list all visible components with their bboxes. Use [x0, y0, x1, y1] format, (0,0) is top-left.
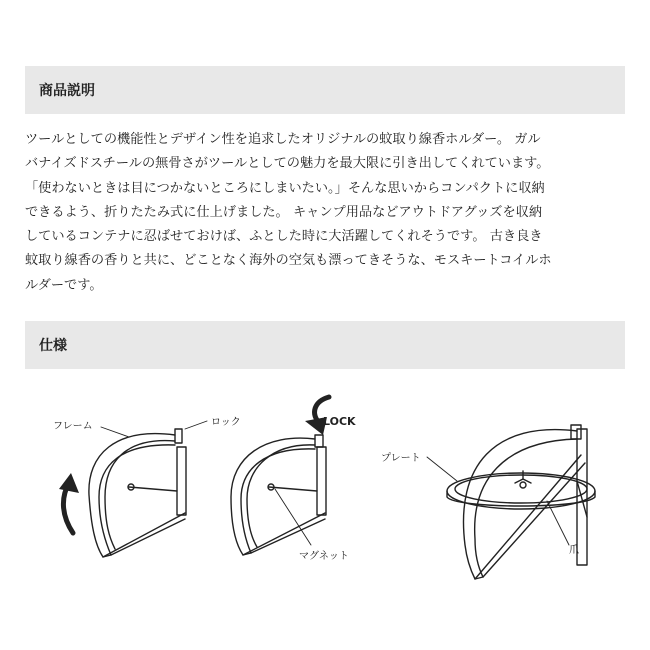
product-diagram: [25, 385, 625, 595]
lock-part-label: ロック: [211, 417, 241, 428]
spec-heading: [25, 321, 625, 369]
frame-label: フレーム: [53, 421, 93, 432]
description-line: しているコンテナに忍ばせておけば、ふとした時に大活躍してくれそうです。 古き良き: [25, 229, 543, 245]
spec-heading-text: 仕様: [39, 338, 67, 354]
magnet-label: マグネット: [299, 551, 349, 562]
holder-unlocked-figure: [89, 429, 186, 557]
plate-label: プレート: [381, 453, 421, 464]
description-line: ルダーです。: [25, 277, 103, 293]
description-heading-text: 商品説明: [39, 83, 95, 99]
rotate-arrow-icon: [59, 473, 79, 533]
claw-label: 爪: [569, 545, 579, 556]
description-line: ツールとしての機能性とデザイン性を追求したオリジナルの蚊取り線香ホルダー。 ガル: [25, 132, 541, 147]
description-line: できるよう、折りたたみ式に仕上げました。 キャンプ用品などアウトドアグッズを収納: [25, 204, 543, 220]
description-line: バナイズドスチールの無骨さがツールとしての魅力を最大限に引き出してくれています。: [25, 156, 550, 172]
lock-arrow-label: LOCK: [323, 415, 356, 428]
description-body: [25, 128, 637, 298]
description-heading: [25, 66, 625, 114]
description-line: 「使わないときは目につかないところにしまいたい。」そんな思いからコンパクトに収納: [25, 180, 545, 196]
description-line: 蚊取り線香の香りと共に、どことなく海外の空気も漂ってきそうな、モスキートコイルホ: [25, 253, 552, 269]
